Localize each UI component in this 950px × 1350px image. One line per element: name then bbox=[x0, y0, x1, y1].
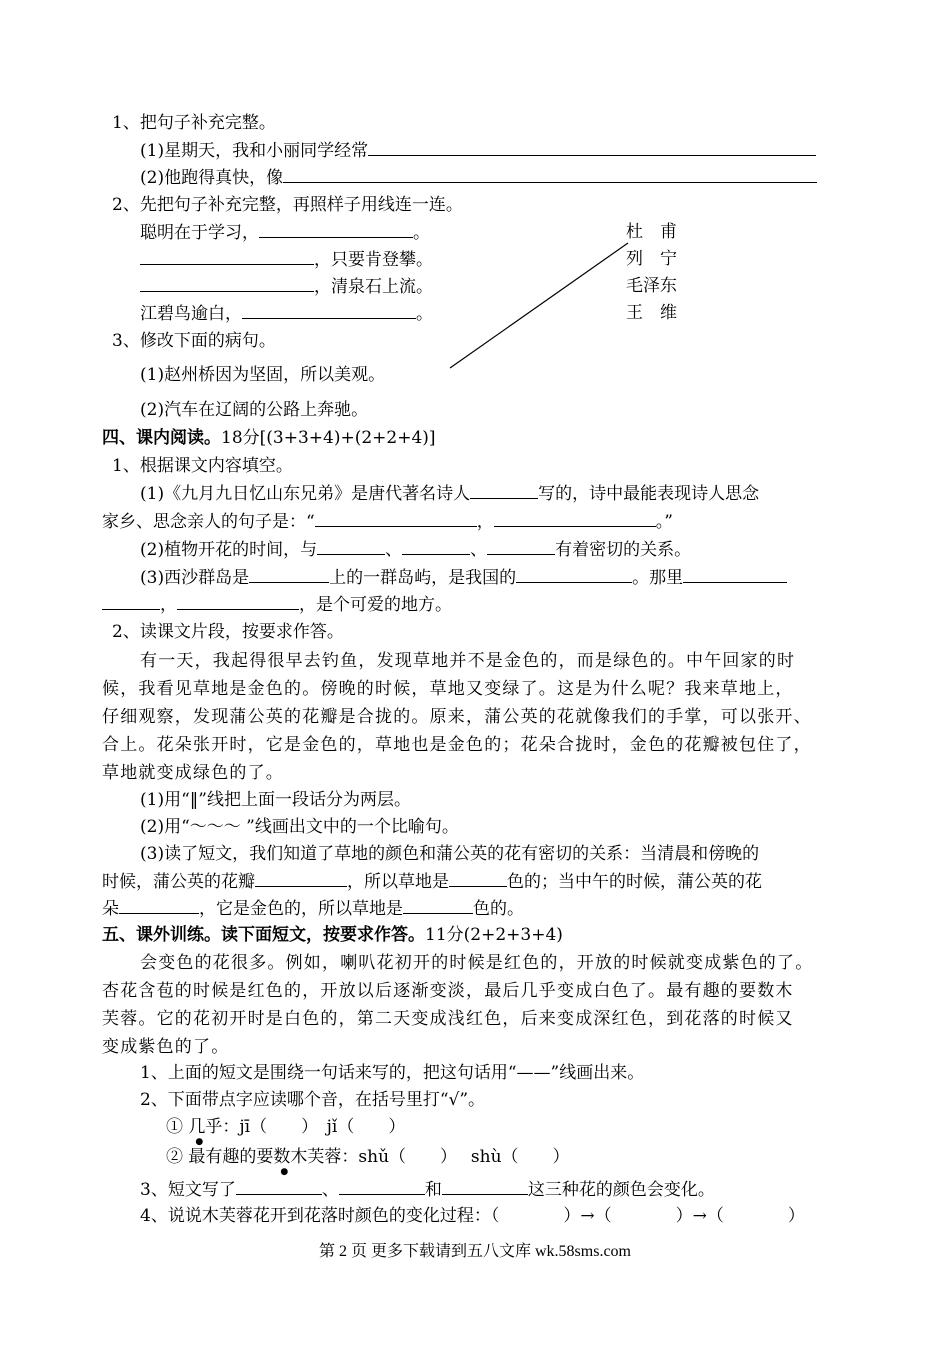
blank[interactable] bbox=[487, 538, 555, 555]
question-3-2-title: 2、先把句子补充完整，再照样子用线连一连。 bbox=[112, 195, 463, 215]
matching-row-3: ，清泉石上流。 bbox=[140, 275, 433, 298]
blank[interactable] bbox=[236, 1178, 322, 1195]
blank[interactable] bbox=[339, 1178, 425, 1195]
name-lenin: 列 宁 bbox=[626, 249, 677, 269]
blank[interactable] bbox=[683, 566, 787, 583]
name-mao-zedong: 毛泽东 bbox=[626, 276, 677, 296]
blank[interactable] bbox=[402, 538, 470, 555]
question-4-2-2: (2)用“～～～ ”线画出文中的一个比喻句。 bbox=[140, 817, 459, 837]
question-4-2-3-cont: 时候，蒲公英的花瓣 ，所以草地是 色的；当中午的时候，蒲公英的花 bbox=[102, 872, 762, 892]
question-4-1-1-cont: 家乡、思念亲人的句子是：“ ， 。” bbox=[102, 512, 673, 532]
question-4-1-2: (2)植物开花的时间，与 、 、 有着密切的关系。 bbox=[140, 540, 692, 560]
question-5-2-2: ② 最有趣的要数 ● 木芙蓉：shǔ（ ） shù（ ） bbox=[166, 1147, 570, 1177]
blank[interactable] bbox=[249, 566, 329, 583]
blank[interactable] bbox=[283, 166, 817, 183]
question-3-3a: (1)赵州桥因为坚固，所以美观。 bbox=[140, 365, 386, 385]
section-4-heading: 四、课内阅读。18分[(3+3+4)+(2+2+4)] bbox=[102, 428, 436, 448]
dotted-char: 数 ● bbox=[273, 1147, 291, 1177]
blank[interactable] bbox=[140, 248, 314, 265]
question-4-2-title: 2、读课文片段，按要求作答。 bbox=[112, 622, 344, 642]
question-3-3b: (2)汽车在辽阔的公路上奔驰。 bbox=[140, 400, 369, 420]
blank[interactable] bbox=[442, 1178, 528, 1195]
question-4-1-1: (1)《九月九日忆山东兄弟》是唐代著名诗人 写的，诗中最能表现诗人思念 bbox=[140, 484, 760, 504]
question-4-2-1: (1)用“‖”线把上面一段话分为两层。 bbox=[140, 790, 411, 810]
passage-line: 合上。花朵张开时，它是金色的，草地也是金色的；花朵合拢时，金色的花瓣被包住了， bbox=[102, 735, 812, 755]
passage-line: 仔细观察，发现蒲公英的花瓣是合拢的。原来，蒲公英的花就像我们的手掌，可以张开、 bbox=[102, 707, 812, 727]
blank[interactable] bbox=[242, 302, 416, 319]
question-4-2-3-cont2: 朵 ，它是金色的，所以草地是 色的。 bbox=[102, 899, 524, 919]
blank[interactable] bbox=[140, 275, 314, 292]
blank[interactable] bbox=[449, 870, 507, 887]
matching-row-2: ，只要肯登攀。 bbox=[140, 248, 433, 271]
name-wang-wei: 王 维 bbox=[626, 303, 677, 323]
passage-line: 会变色的花很多。例如，喇叭花初开的时候是红色的，开放的时候就变成紫色的了。 bbox=[140, 953, 814, 973]
blank[interactable] bbox=[102, 593, 160, 610]
passage-line: 杏花含苞的时候是红色的，开放以后逐渐变淡，最后几乎变成白色了。最有趣的要数木 bbox=[102, 981, 794, 1001]
question-4-1-3: (3)西沙群岛是 上的一群岛屿，是我国的 。那里 bbox=[140, 566, 787, 589]
blank[interactable] bbox=[315, 510, 477, 527]
passage-line: 草地就变成绿色的了。 bbox=[102, 763, 284, 783]
blank[interactable] bbox=[368, 139, 816, 156]
matching-row-4: 江碧鸟逾白， 。 bbox=[140, 304, 433, 324]
blank[interactable] bbox=[177, 593, 299, 610]
question-3-1b: (2)他跑得真快，像 bbox=[140, 166, 817, 189]
question-5-2: 2、下面带点字应读哪个音，在括号里打“√”。 bbox=[140, 1090, 486, 1110]
question-5-3: 3、短文写了 、 和 这三种花的颜色会变化。 bbox=[140, 1180, 715, 1200]
blank[interactable] bbox=[317, 538, 385, 555]
page-footer: 第 2 页 更多下载请到五八文库 wk.58sms.com bbox=[318, 1243, 631, 1260]
name-du-fu: 杜 甫 bbox=[626, 222, 677, 242]
dotted-char: 几 ● bbox=[188, 1117, 206, 1147]
question-5-4: 4、说说木芙蓉花开到花落时颜色的变化过程：（ ）→（ ）→（ ） bbox=[140, 1206, 805, 1226]
question-5-1: 1、上面的短文是围绕一句话来写的，把这句话用“——”线画出来。 bbox=[140, 1063, 645, 1083]
section-5-heading: 五、课外训练。读下面短文，按要求作答。11分(2+2+3+4) bbox=[102, 925, 563, 945]
blank[interactable] bbox=[516, 566, 632, 583]
passage-line: 有一天，我起得很早去钓鱼，发现草地并不是金色的，而是绿色的。中午回家的时 bbox=[140, 651, 796, 671]
passage-line: 候，我看见草地是金色的。傍晚的时候，草地又变绿了。这是为什么呢？我来草地上， bbox=[102, 679, 794, 699]
question-4-2-3: (3)读了短文，我们知道了草地的颜色和蒲公英的花有密切的关系：当清晨和傍晚的 bbox=[140, 844, 760, 864]
passage-line: 芙蓉。它的花初开时是白色的，第二天变成浅红色，后来变成深红色，到花落的时候又 bbox=[102, 1009, 794, 1029]
blank[interactable] bbox=[119, 897, 199, 914]
question-5-2-1: ① 几 ● 乎：jī（ ） jǐ（ ） bbox=[166, 1117, 406, 1147]
blank[interactable] bbox=[403, 897, 473, 914]
blank[interactable] bbox=[470, 482, 538, 499]
question-4-1-3-cont: ， ，是个可爱的地方。 bbox=[102, 593, 452, 616]
blank[interactable] bbox=[255, 870, 347, 887]
blank[interactable] bbox=[494, 510, 656, 527]
passage-line: 变成紫色的了。 bbox=[102, 1037, 230, 1057]
question-3-1a: (1)星期天，我和小丽同学经常 bbox=[140, 139, 816, 162]
question-4-1-title: 1、根据课文内容填空。 bbox=[112, 456, 293, 476]
matching-row-1: 聪明在于学习， 。 bbox=[140, 223, 430, 243]
blank[interactable] bbox=[259, 221, 413, 238]
question-3-3-title: 3、修改下面的病句。 bbox=[112, 331, 276, 351]
question-3-1-title: 1、把句子补充完整。 bbox=[112, 113, 276, 133]
